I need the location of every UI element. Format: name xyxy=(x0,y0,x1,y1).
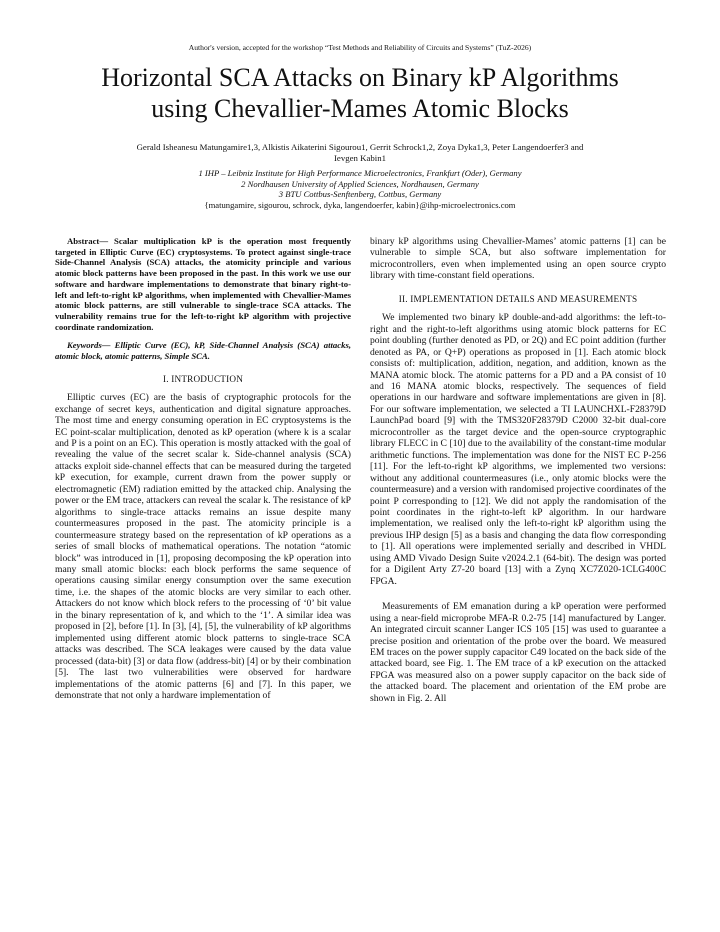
abstract-text: Abstract— Scalar multiplication kP is the operation most frequently targeted in Elliptic Curve (EC) cryptosystems. To protect against single-trace Side-Channel Analysis (SCA) attacks, the atomicity principle and various atomic block patterns have been proposed in the past. In this work we use our software and hardware implementations to demonstrate that binary right-to-left and left-to-right kP algorithms, when implemented with Chevallier-Mames atomic block patterns, are still vulnerable to single-trace SCA attacks. The vulnerability remains true for the left-to-right kP algorithm with projective coordinate randomization. xyxy=(55,236,351,332)
affiliation-1: 1 IHP – Leibniz Institute for High Performance Microelectronics, Frankfurt (Oder), Germany xyxy=(198,168,522,178)
title-line-1: Horizontal SCA Attacks on Binary kP Algorithms xyxy=(101,63,619,92)
introduction-text: Elliptic curves (EC) are the basis of cryptographic protocols for the exchange of secret keys, authentication and digital signature approaches. The most time and energy consuming operation in EC cryptosystems is the EC point-scalar multiplication, denoted as kP operation (where k is a scalar and P is a point on an EC). This operation is mostly attacked with the goal of revealing the value of the secret scalar k. Side-channel analysis (SCA) attacks exploit side-channel effects that can be measured during the targeted kP execution, for example, current drawn from the power supply or electromagnetic (EM) radiation emitted by the attacked chip. Analysing the power or the EM trace, attackers can reveal the scalar k. The resistance of kP algorithms to single-trace attacks remains an issue despite many countermeasures proposed in the past. The atomicity principle is a countermeasure strategy based on the representation of kP operations as a series of small blocks of mathematical operations. The notation “atomic block” was introduced in [1], proposing decomposing the kP operation into many small atomic blocks: each block performs the same sequence of operations causing similar energy consumption over the same execution time, i.e. the shapes of the atomic blocks are very similar to each other. Attackers do not know which block refers to the processing of ‘0’ bit value in the binary representation of k, and which to the ‘1’. A similar idea was proposed in [2], before [1]. In [3], [4], [5], the vulnerability of kP algorithms implemented using different atomic block patterns to single-trace SCA attacks was described. The SCA leakages were caused by the data value processed (data-bit) [3] or data flow (address-bit) [4] or by their combination [5]. The last two vulnerabilities were observed for hardware implementations of the atomic patterns [6] and [7]. In this paper, we demonstrate that not only a hardware implementation of xyxy=(55,392,351,701)
left-column xyxy=(55,236,351,701)
affiliations xyxy=(80,168,640,210)
paper-title xyxy=(40,62,680,124)
affiliation-2: 2 Nordhausen University of Applied Sciences, Nordhausen, Germany xyxy=(241,178,479,189)
section-heading-implementation: II. IMPLEMENTATION DETAILS AND MEASUREMENTS xyxy=(398,293,638,304)
measurements-text: Measurements of EM emanation during a kP operation were performed using a near-field microprobe MFA-R 0.2-75 [14] manufactured by Langer. An integrated circuit scanner Langer ICS 105 [15] was used to guarantee a precise position and orientation of the probe over the board. We measured EM traces on the power supply capacitor C49 located on the back side of the attacked board, see Fig. 1. The EM trace of a kP execution on the attacked FPGA was measured also on a power supply capacitor on the back side of the attacked board. The placement and orientation of the EM probe are shown in Fig. 2. All xyxy=(370,601,666,704)
section-heading-introduction: I. INTRODUCTION xyxy=(162,373,244,384)
title-line-2: using Chevallier-Mames Atomic Blocks xyxy=(151,94,569,123)
author-line-1: Gerald Isheanesu Matungamire1,3, Alkistis Aikaterini Sigourou1, Gerrit Schrock1,2, Zoya Dyka1,3, Peter Langendoerfer3 and xyxy=(136,142,584,152)
author-line-2: Ievgen Kabin1 xyxy=(333,153,387,163)
author-list xyxy=(90,142,630,164)
keywords-text: Keywords— Elliptic Curve (EC), kP, Side-Channel Analysis (SCA) attacks, atomic block, atomic patterns, Simple SCA. xyxy=(55,340,351,362)
right-column xyxy=(370,236,666,704)
implementation-text: We implemented two binary kP double-and-add algorithms: the left-to-right and the right-to-left algorithms using atomic block patterns for EC point doubling (further denoted as PD, or 2Q) and EC point addition (further denoted as PA, or Q+P) operations as proposed in [1]. Each atomic block consists of: multiplication, addition, negation, and addition, known as the MANA atomic block. The atomic patterns for a PD and a PA consist of 10 and 16 MANA atomic blocks, respectively. The sequences of field operations in our hardware and software implementations are given in [8]. For our software implementation, we selected a TI LAUNCHXL-F28379D LaunchPad board [9] with the TMS320F28379D C2000 32-bit dual-core microcontroller as the target device and the open-source cryptographic library FLECC in C [10] due to the availability of the constant-time modular arithmetic functions. The implementation was done for the NIST EC P-256 [11]. For the left-to-right kP algorithms, we implemented two versions: without any additional countermeasures (i.e., only atomic blocks were the countermeasure) and a version with randomised projective coordinates of the point P corresponding to [12]. We did not apply the randomisation of the point coordinates in the right-to-left kP algorithm. In our hardware implementation, we realised only the left-to-right kP algorithm using the previous IHP design [5] as a basis and changing the data flow corresponding to [1]. All operations were implemented serially and described in VHDL using AMD Vivado Design Suite v2024.2.1 (64-bit). The design was ported for a Digilent Arty Z7-20 board [13] with a Zynq XC7Z020-1CLG400C FPGA. xyxy=(370,312,666,587)
affiliation-3: 3 BTU Cottbus-Senftenberg, Cottbus, Germany xyxy=(278,189,442,199)
author-emails: {matungamire, sigourou, schrock, dyka, langendoerfer, kabin}@ihp-microelectronics.com xyxy=(204,199,516,210)
venue-notice: Author's version, accepted for the workshop “Test Methods and Reliability of Circuits and Systems” (TuZ-2026) xyxy=(188,43,532,52)
introduction-continued-text: binary kP algorithms using Chevallier-Mames’ atomic patterns [1] can be vulnerable to simple SCA, but also software implementation for microcontrollers, even when implemented using an open source crypto library with time-constant field operations. xyxy=(370,236,666,282)
